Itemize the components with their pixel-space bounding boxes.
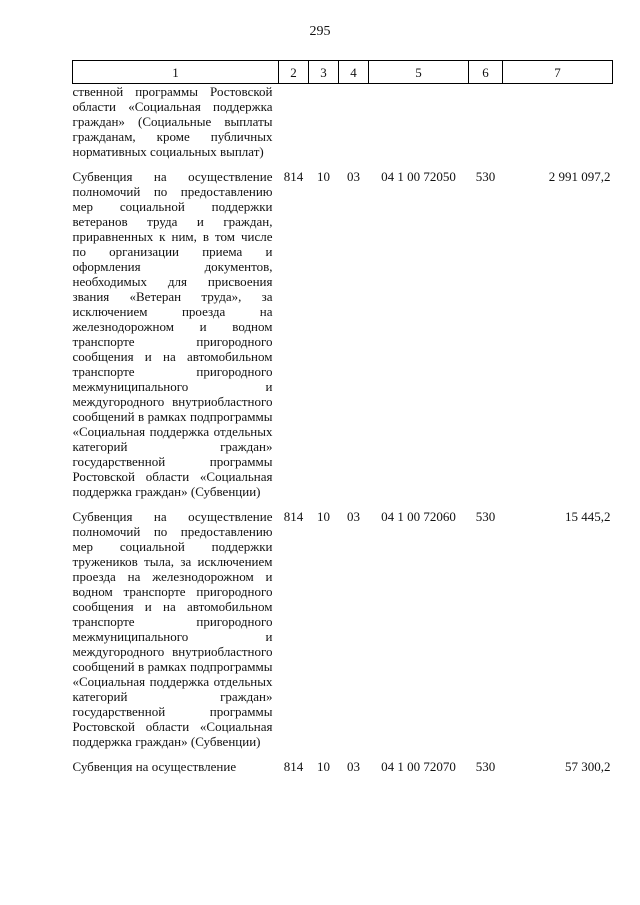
header-col-7: 7	[503, 61, 613, 84]
row-amount: 15 445,2	[565, 509, 611, 524]
row-col-5: 04 1 00 72070	[381, 759, 456, 774]
row-col-4: 03	[347, 759, 360, 774]
row-col-2	[279, 84, 309, 170]
row-col-6: 530	[475, 759, 496, 774]
row-description: Субвенция на осуществление полномочий по предоставлению мер социальной поддержки тружеников тыла, за исключением проезда на железнодорожном и водном транспорте пригородного сообщения и на автомобильном транспорте пригородного межмуниципального и междугородного внутриобластного сообщений в рамках подпрограммы «Социальная поддержка отдельных категорий граждан» государственной программы Ростовской области «Социальная поддержка граждан» (Субвенции)	[72, 509, 273, 749]
table-row	[73, 509, 613, 759]
header-col-6: 6	[469, 61, 503, 84]
row-col-6	[469, 84, 503, 170]
row-col-4	[339, 84, 369, 170]
row-col-4: 03	[347, 509, 360, 524]
row-col-6: 530	[475, 509, 496, 524]
table-row	[73, 84, 613, 170]
budget-table	[72, 60, 613, 784]
row-col-5: 04 1 00 72050	[381, 169, 456, 184]
row-col-2: 814	[283, 169, 304, 184]
table-body	[73, 84, 613, 785]
header-col-5: 5	[369, 61, 469, 84]
table-row	[73, 169, 613, 509]
row-col-4: 03	[347, 169, 360, 184]
page-number: 295	[309, 24, 331, 39]
row-col-3: 10	[317, 509, 330, 524]
header-col-4: 4	[339, 61, 369, 84]
row-col-2: 814	[283, 759, 304, 774]
row-col-3: 10	[317, 759, 330, 774]
row-col-6: 530	[475, 169, 496, 184]
row-description: Субвенция на осуществление	[72, 759, 237, 774]
table-row	[73, 759, 613, 784]
header-col-3: 3	[309, 61, 339, 84]
row-col-5	[369, 84, 469, 170]
header-col-1: 1	[73, 61, 279, 84]
header-col-2: 2	[279, 61, 309, 84]
row-amount: 57 300,2	[565, 759, 611, 774]
row-col-3: 10	[317, 169, 330, 184]
table-header	[73, 61, 613, 84]
row-col-3	[309, 84, 339, 170]
row-col-5: 04 1 00 72060	[381, 509, 456, 524]
row-amount	[503, 84, 613, 170]
row-description: ственной программы Ростовской области «Социальная поддержка граждан» (Социальные выплаты гражданам, кроме публичных нормативных социальных выплат)	[72, 84, 273, 159]
row-col-2: 814	[283, 509, 304, 524]
header-row	[73, 61, 613, 84]
row-description: Субвенция на осуществление полномочий по предоставлению мер социальной поддержки ветеранов труда и граждан, приравненных к ним, в том числе по организации приема и оформления документов, необходимых для присвоения звания «Ветеран труда», за исключением проезда на железнодорожном и водном транспорте пригородного сообщения и на автомобильном транспорте пригородного межмуниципального и междугородного внутриобластного сообщений в рамках подпрограммы «Социальная поддержка отдельных категорий граждан» государственной программы Ростовской области «Социальная поддержка граждан» (Субвенции)	[72, 169, 273, 499]
row-amount: 2 991 097,2	[548, 169, 611, 184]
